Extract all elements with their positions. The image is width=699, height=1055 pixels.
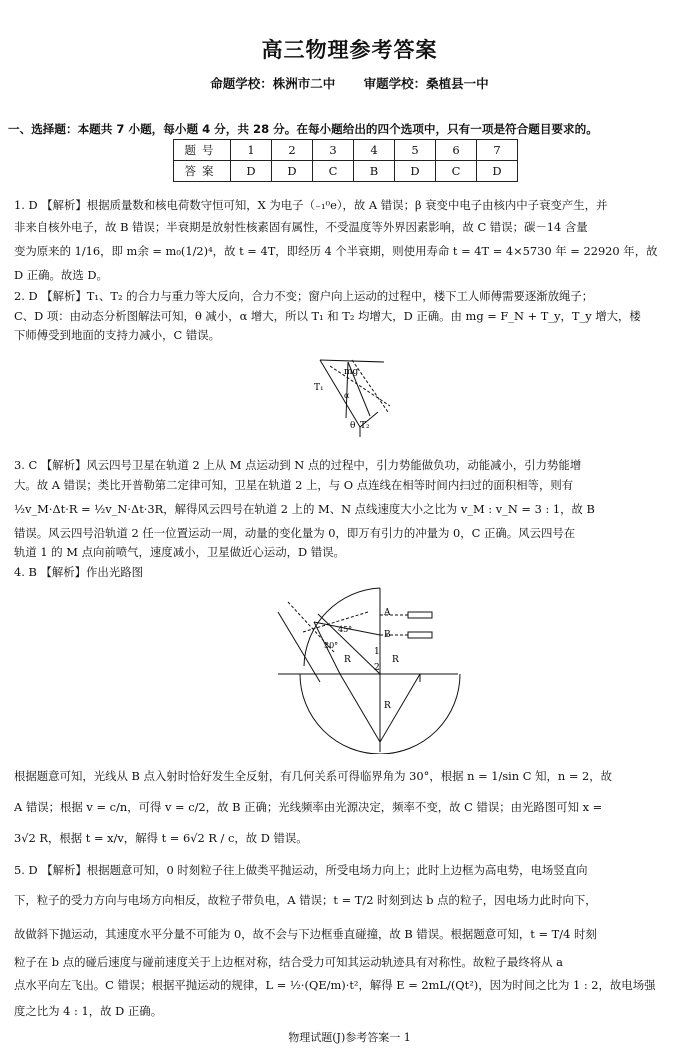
label-a: A [384,608,391,618]
label-one: 1 [374,647,380,657]
proposing-school: 命题学校：株洲市二中 [210,76,336,91]
table-cell: B [354,161,395,182]
table-cell: 2 [272,140,313,161]
answer-table [173,139,518,182]
school-info [0,74,699,92]
label-30: 30° [324,641,339,650]
q5-line: 5. D 【解析】根据题意可知，0 时刻粒子往上做类平抛运动，所受电场力向上；此时上边框为高电势，电场竖直向 [14,863,588,877]
label-alpha: α [344,391,350,400]
q4-line: A 错误；根据 v = c/n，可得 v = c/2，故 B 正确；光线频率由光源决定，频率不变，故 C 错误；由光路图可知 x = [14,800,603,814]
table-cell: 4 [354,140,395,161]
q5-line: 故做斜下抛运动，其速度水平分量不可能为 0，故不会与下边框垂直碰撞，故 B 错误。根据题意可知，t = T/4 时刻 [14,927,597,941]
table-cell: C [313,161,354,182]
label-b: B [384,630,391,640]
q2-line: C、D 项：由动态分析图解法可知，θ 减小，α 增大，所以 T₁ 和 T₂ 均增大，D 正确。由 mg = F_N + T_y，T_y 增大，楼 [14,309,641,323]
q2-line: 2. D 【解析】T₁、T₂ 的合力与重力等大反向，合力不变；窗户向上运动的过程中，楼下工人师傅需要逐渐放绳子； [14,289,594,303]
table-cell: D [477,161,518,182]
q4-line: 4. B 【解析】作出光路图 [14,565,143,579]
q1-line: 变为原来的 1/16，即 m余 = m₀(1/2)⁴，故 t = 4T，即经历 4 个半衰期，则使用寿命 t = 4T = 4×5730 年 = 22920 年，故 [14,244,658,258]
q1-line: D 正确。故选 D。 [14,268,108,282]
q5-line: 粒子在 b 点的碰后速度与碰前速度关于上边框对称，结合受力可知其运动轨迹具有对称性。故粒子最终将从 a [14,955,563,969]
q5-line: 点水平向左飞出。C 错误；根据平抛运动的规律，L = ½·(QE/m)·t²，解得 E = 2mL/(Qt²)，因为时间之比为 1 : 2，故电场强 [14,978,656,992]
page-title: 高三物理参考答案 [261,38,438,62]
row-label: 答案 [174,161,231,182]
table-cell: D [395,161,436,182]
label-r3: R [384,701,391,711]
q5-line: 度之比为 4 : 1，故 D 正确。 [14,1004,163,1018]
q1-line: 1. D 【解析】根据质量数和核电荷数守恒可知，X 为电子（₋₁⁰e），故 A 错误；β 衰变中电子由核内中子衰变产生，并 [14,198,608,212]
table-cell: 1 [231,140,272,161]
label-45: 45° [338,625,353,634]
q3-line: 大。故 A 错误；类比开普勒第二定律可知，卫星在轨道 2 上，与 O 点连线在相等时间内扫过的面积相等，则有 [14,478,574,492]
q4-line: 根据题意可知，光线从 B 点入射时恰好发生全反射，有几何关系可得临界角为 30°，根据 n = 1/sin C 知，n = 2，故 [14,769,613,783]
label-theta: θ [350,421,356,431]
reviewing-school: 审题学校：桑植县一中 [363,76,489,91]
light-path-diagram [258,582,478,754]
table-row [174,161,518,182]
q3-line: 错误。风云四号沿轨道 2 任一位置运动一周，动量的变化量为 0，即万有引力的冲量为 0，C 正确。风云四号在 [14,526,576,540]
force-diagram [300,352,400,437]
table-cell: D [231,161,272,182]
q3-line: 3. C 【解析】风云四号卫星在轨道 2 上从 M 点运动到 N 点的过程中，引力势能做负功，动能减小，引力势能增 [14,458,582,472]
q2-line: 下师傅受到地面的支持力减小，C 错误。 [14,328,220,342]
section-heading: 一、选择题：本题共 7 小题，每小题 4 分，共 28 分。在每小题给出的四个选项中，只有一项是符合题目要求的。 [8,122,598,136]
row-label: 题号 [174,140,231,161]
label-two: 2 [374,663,380,673]
q1-line: 非来自核外电子，故 B 错误；半衰期是放射性核素固有属性，不受温度等外界因素影响，故 C 错误；碳－14 含量 [14,220,588,234]
table-cell: 3 [313,140,354,161]
table-cell: 6 [436,140,477,161]
q3-line: ½v_M·Δt·R = ½v_N·Δt·3R，解得风云四号在轨道 2 上的 M、N 点线速度大小之比为 v_M : v_N = 3 : 1，故 B [14,502,595,516]
table-cell: D [272,161,313,182]
table-cell: 7 [477,140,518,161]
label-mg: mg [344,367,359,377]
label-r1: R [344,655,351,665]
q3-line: 轨道 1 的 M 点向前喷气，速度减小，卫星做近心运动，D 错误。 [14,545,345,559]
table-cell: 5 [395,140,436,161]
table-row [174,140,518,161]
label-r2: R [392,655,399,665]
label-t1: T₁ [314,383,324,393]
page-footer: 物理试题(J)参考答案一 1 [288,1031,411,1044]
label-t2: T₂ [360,421,370,431]
q5-line: 下，粒子的受力方向与电场方向相反，故粒子带负电，A 错误；t = T/2 时刻到达 b 点的粒子，因电场力此时向下， [14,893,597,907]
q4-line: 3√2 R，根据 t = x/v，解得 t = 6√2 R / c，故 D 错误。 [14,831,308,845]
table-cell: C [436,161,477,182]
